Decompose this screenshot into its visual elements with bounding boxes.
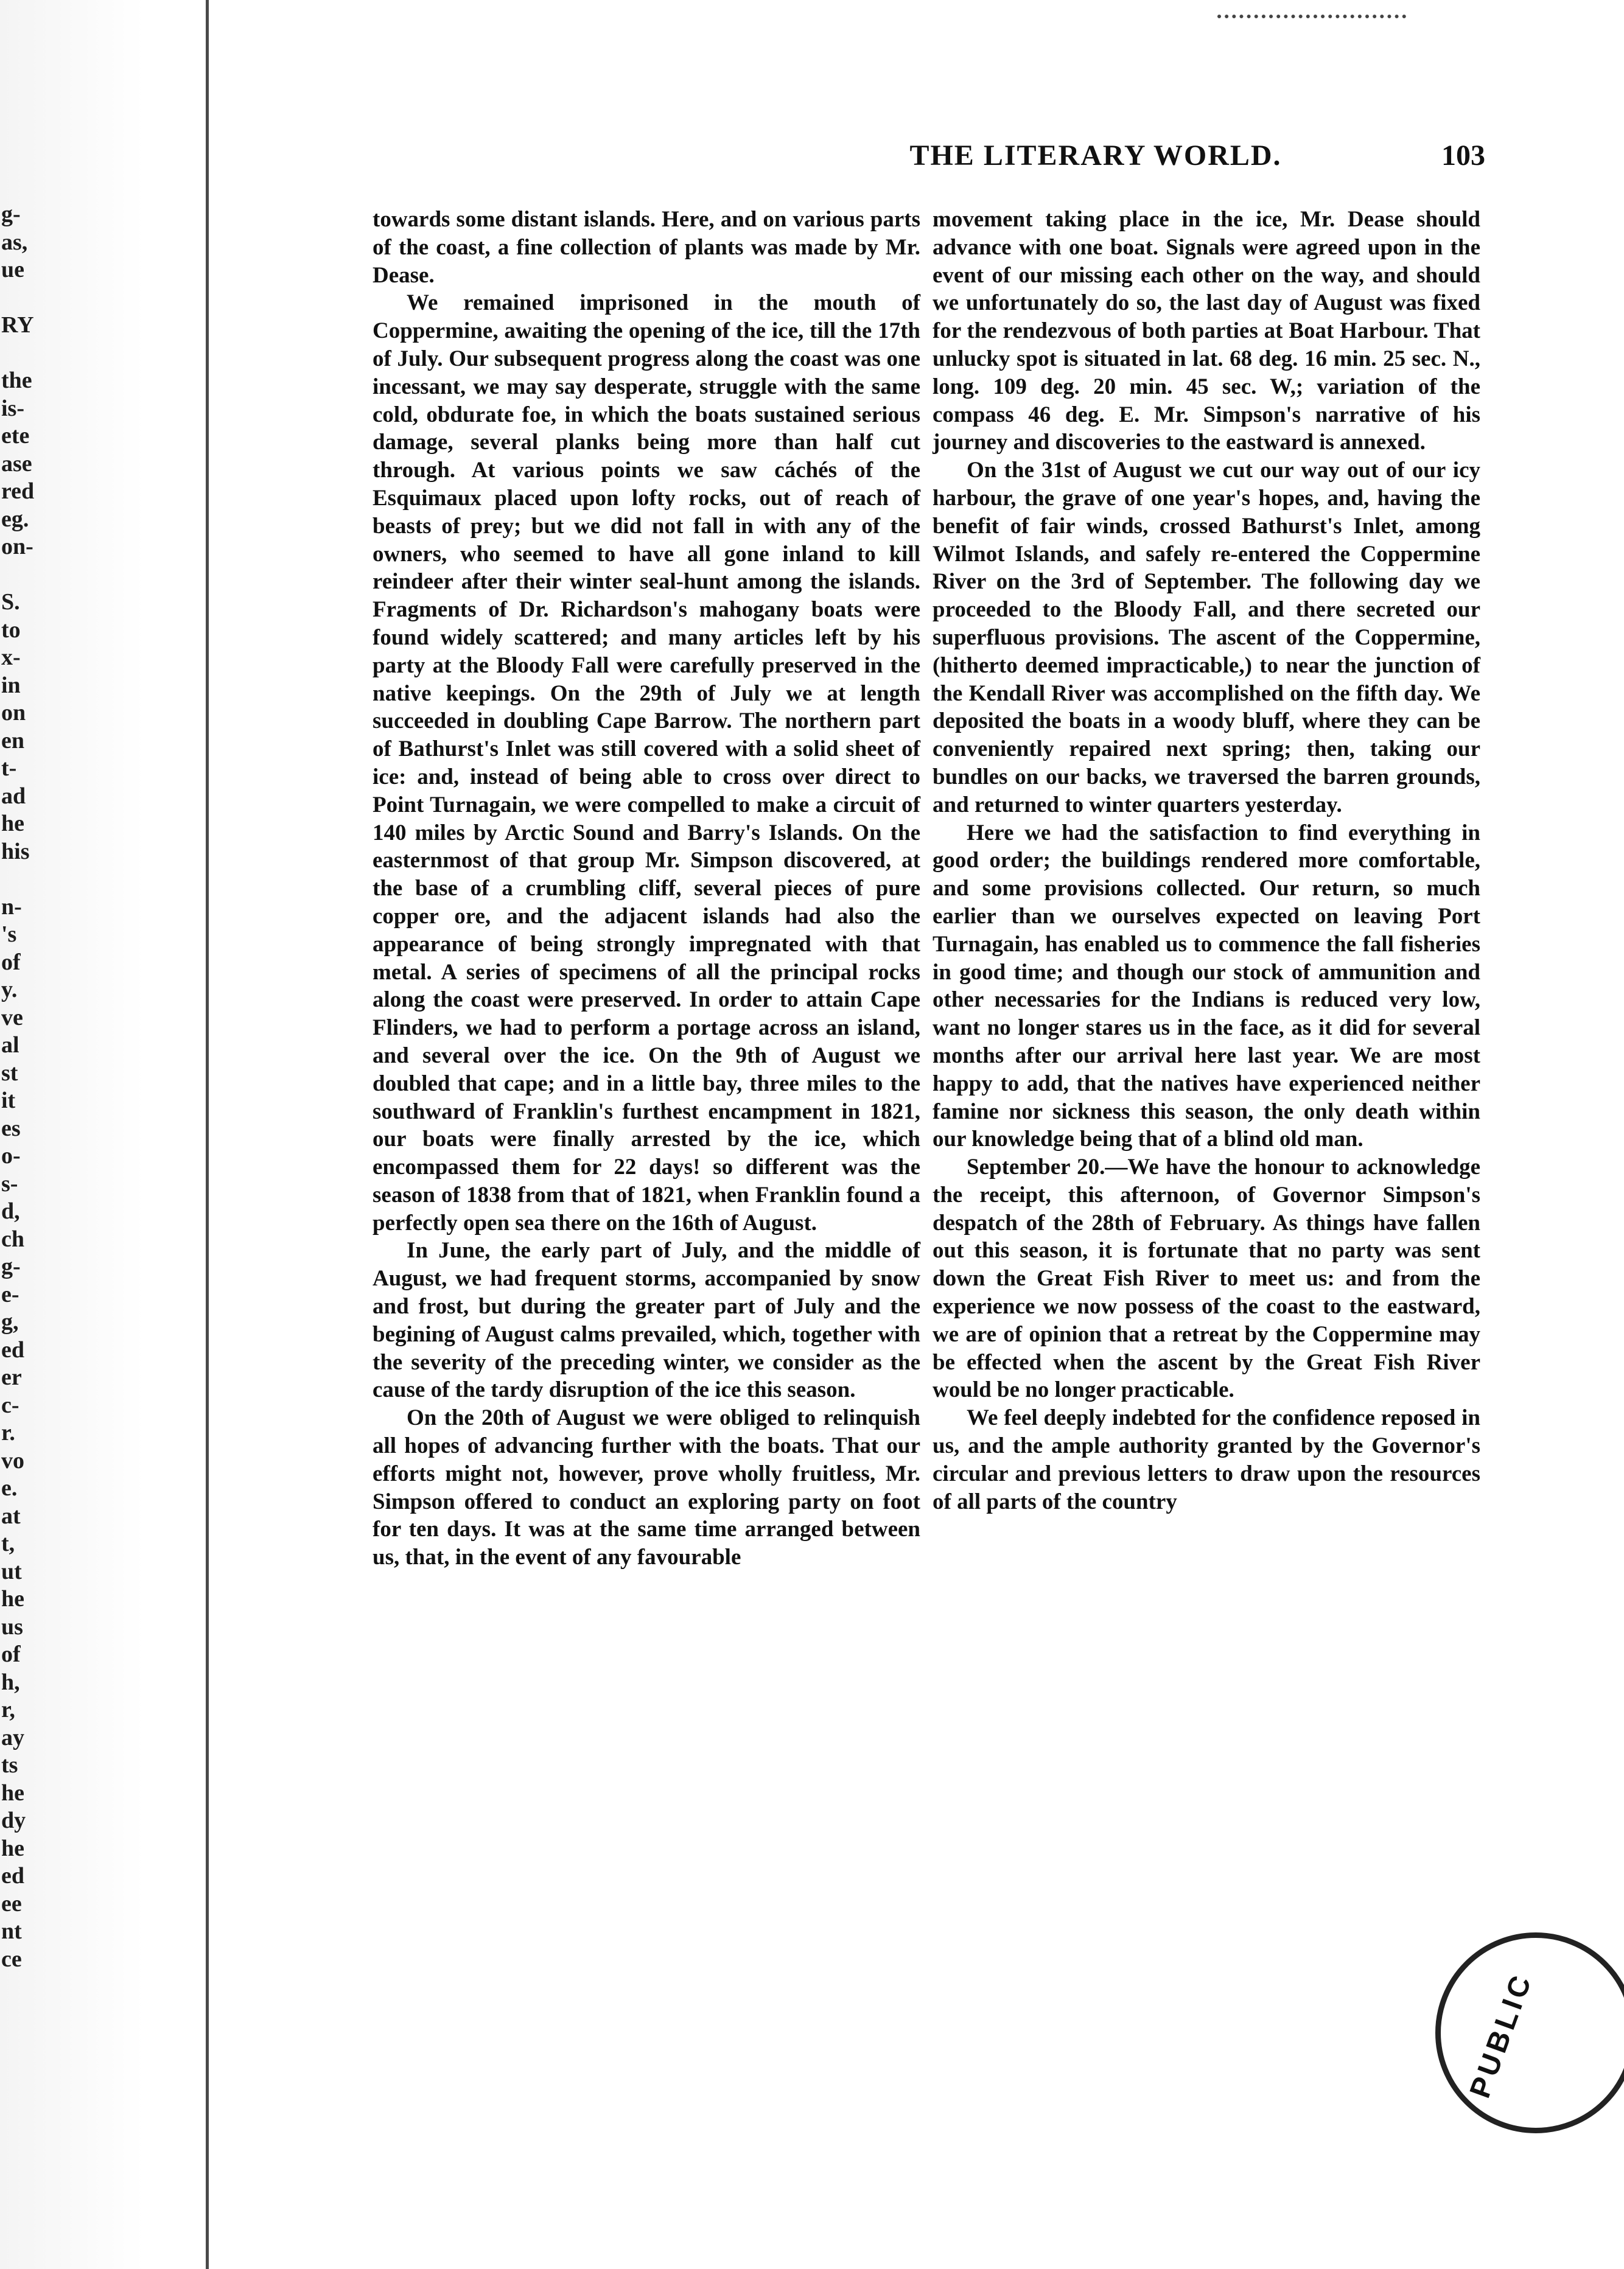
fragment-line: dy (1, 1808, 26, 1833)
paragraph: September 20.—We have the honour to acknowledge the receipt, this afternoon, of Governor Simpson's despatch of the 28th of February. As things have fallen out this season, it is fortunate that no party was sent down the Great Fish River to meet us: and from the experience we now possess of the coast to the eastward, we are of opinion that a retreat by the Coppermine may be effected when the ascent by the Great Fish River would be no longer practicable. (933, 1155, 1480, 1403)
fragment-line: on (1, 700, 26, 725)
fragment-line: on- (1, 534, 33, 559)
fragment-line: to (1, 617, 21, 643)
fragment-line: x- (1, 645, 21, 670)
fragment-line: ts (1, 1752, 18, 1778)
fragment-line: g, (1, 1309, 19, 1335)
fragment-line: us (1, 1613, 23, 1640)
fragment-line: is- (1, 395, 24, 421)
fragment-line: ed (1, 1337, 24, 1363)
fragment-group-1 (1, 201, 74, 284)
fragment-group-4 (1, 589, 74, 865)
fragment-line: ch (1, 1226, 24, 1252)
fragment-line: en (1, 727, 24, 753)
fragment-line: of (1, 1641, 21, 1667)
fragment-line: ad (1, 783, 26, 809)
fragment-line: S. (1, 589, 20, 615)
fragment-line: h, (1, 1669, 20, 1695)
fragment-line: c- (1, 1392, 19, 1418)
paragraph: On the 31st of August we cut our way out of our icy harbour, the grave of one year's hopes, and, having the benefit of fair winds, crossed Bathurst's Inlet, among Wilmot Islands, and safely re-entered the Coppermine River on the 3rd of September. The following day we proceeded to the Bloody Fall, and there secreted our superfluous provisions. The ascent of the Coppermine, (hitherto deemed impracticable,) to near the junction of the Kendall River was accomplished on the fifth day. We deposited the boats in a woody bluff, where they can be conveniently repaired next spring; then, taking our bundles on our backs, we traversed the barren grounds, and returned to winter quarters yesterday. (933, 458, 1480, 817)
fragment-line: RY (1, 312, 34, 338)
fragment-line: he (1, 811, 24, 836)
fragment-line: ase (1, 450, 32, 477)
fragment-line: he (1, 1835, 24, 1861)
fragment-line: ee (1, 1890, 22, 1917)
paragraph: We remained imprisoned in the mouth of Coppermine, awaiting the opening of the ice, till the 17th of July. Our subsequent progress along the coast was one incessant, we may say desperate, struggle with the same cold, obdurate foe, in which the boats sustained serious damage, several planks being more than half cut through. At various points we saw cáchés of the Esquimaux placed upon lofty rocks, out of reach of beasts of prey; but we did not fall in with any of the owners, who seemed to have all gone inland to kill reindeer after their winter seal-hunt among the islands. Fragments of Dr. Richardson's mahogany boats were found widely scattered; and many articles left by his party at the Bloody Fall were carefully preserved in the native keepings. On the 29th of July we at length succeeded in doubling Cape Barrow. The northern part of Bathurst's Inlet was still covered with a solid sheet of ice: and, instead of being able to cross over direct to Point Turnagain, we were compelled to make a circuit of 140 miles by Arctic Sound and Barry's Islands. On the easternmost of that group Mr. Simpson discovered, at the base of a crumbling cliff, several pieces of pure copper ore, and the adjacent islands had also the appearance of being strongly impregnated with that metal. A series of specimens of all the principal rocks along the coast were preserved. In order to attain Cape Flinders, we had to perform a portage across an island, and several over the ice. On the 9th of August we doubled that cape; and in a little bay, three miles to the southward of Franklin's furthest encampment in 1821, our boats were finally arrested by the ice, which encompassed them for 22 days! so different was the season of 1838 from that of 1821, when Franklin found a perfectly open sea there on the 16th of August. (373, 290, 920, 1236)
fragment-line: e- (1, 1281, 19, 1307)
paragraph: movement taking place in the ice, Mr. Dease should advance with one boat. Signals were agreed upon in the event of our missing each other on the way, and should we unfortunately do so, the last day of August was fixed for the rendezvous of both parties at Boat Harbour. That unlucky spot is situated in lat. 68 deg. 16 min. 25 sec. N., long. 109 deg. 20 min. 45 sec. W,; variation of the compass 46 deg. E. Mr. Simpson's narrative of his journey and discoveries to the eastward is annexed. (933, 207, 1480, 455)
library-stamp (1435, 1932, 1624, 2133)
fragment-line: of (1, 949, 21, 975)
fragment-line: y. (1, 977, 18, 1002)
previous-page-fragments (1, 201, 74, 1973)
stamp-lettering: PUBLIC (1463, 1968, 1539, 2102)
fragment-line: al (1, 1032, 19, 1058)
fragment-line: t- (1, 755, 17, 781)
fragment-line: g- (1, 1254, 21, 1279)
fragment-line: es (1, 1115, 21, 1141)
right-text-column (933, 206, 1480, 1516)
fragment-line: g- (1, 201, 21, 227)
paragraph: Here we had the satisfaction to find everything in good order; the buildings rendered more comfortable, and some provisions collected. Our return, so much earlier than we ourselves expected on leaving Port Turnagain, has enabled us to commence the fall fisheries in good time; and though our stock of ammunition and other necessaries for the Indians is reduced very low, want no longer stares us in the face, as it did for several months after our arrival here last year. We are most happy to add, that the natives have experienced neither famine nor sickness this season, the only death within our knowledge being that of a blind old man. (933, 820, 1480, 1152)
fragment-line: er (1, 1365, 22, 1390)
running-header: THE LITERARY WORLD. (909, 139, 1282, 172)
fragment-line: s- (1, 1170, 18, 1197)
fragment-line: t, (1, 1531, 15, 1556)
fragment-line: r, (1, 1697, 15, 1722)
fragment-line: ce (1, 1946, 22, 1972)
fragment-line: ut (1, 1558, 22, 1584)
left-text-column (373, 206, 920, 1572)
fragment-line: his (1, 838, 30, 864)
fragment-line: red (1, 478, 35, 504)
fragment-group-2 (1, 312, 74, 340)
fragment-line: eg. (1, 506, 29, 532)
fragment-line: in (1, 672, 21, 698)
fragment-line: he (1, 1780, 24, 1806)
fragment-line: vo (1, 1447, 24, 1474)
fragment-line: he (1, 1586, 24, 1612)
paragraph: We feel deeply indebted for the confidence reposed in us, and the ample authority granted by the Governor's circular and previous letters to draw upon the resources of all parts of the country (933, 1405, 1480, 1514)
paragraph: On the 20th of August we were obliged to relinquish all hopes of advancing further with the boats. That our efforts might not, however, prove wholly fruitless, Mr. Simpson offered to conduct an exploring party on foot for ten days. It was at the same time arranged between us, that, in the event of any favourable (373, 1405, 920, 1570)
fragment-line: ue (1, 257, 24, 282)
fragment-line: st (1, 1060, 18, 1086)
paragraph: towards some distant islands. Here, and on various parts of the coast, a fine collection of plants was made by Mr. Dease. (373, 207, 920, 288)
top-edge-marking (1217, 0, 1406, 18)
fragment-line: at (1, 1503, 21, 1529)
fragment-line: 's (1, 921, 17, 947)
fragment-line: as, (1, 229, 28, 255)
fragment-line: ve (1, 1004, 23, 1030)
fragment-line: e. (1, 1475, 18, 1501)
fragment-line: n- (1, 893, 22, 920)
fragment-group-3 (1, 367, 74, 561)
fragment-line: ed (1, 1863, 24, 1889)
fragment-line: ay (1, 1724, 24, 1750)
paragraph: In June, the early part of July, and the middle of August, we had frequent storms, accompanied by snow and frost, but during the greater part of July and the begining of August calms prevailed, which, together with the severity of the preceding winter, we consider as the cause of the tardy disruption of the ice this season. (373, 1238, 920, 1403)
fragment-group-5 (1, 893, 74, 1974)
page-number: 103 (1441, 139, 1485, 172)
fragment-line: it (1, 1088, 16, 1113)
fragment-line: ete (1, 423, 30, 449)
fragment-line: o- (1, 1143, 21, 1169)
fragment-line: nt (1, 1918, 22, 1944)
fragment-line: the (1, 368, 32, 393)
page-spine (206, 0, 209, 2269)
fragment-line: r. (1, 1420, 15, 1446)
fragment-line: d, (1, 1198, 20, 1224)
